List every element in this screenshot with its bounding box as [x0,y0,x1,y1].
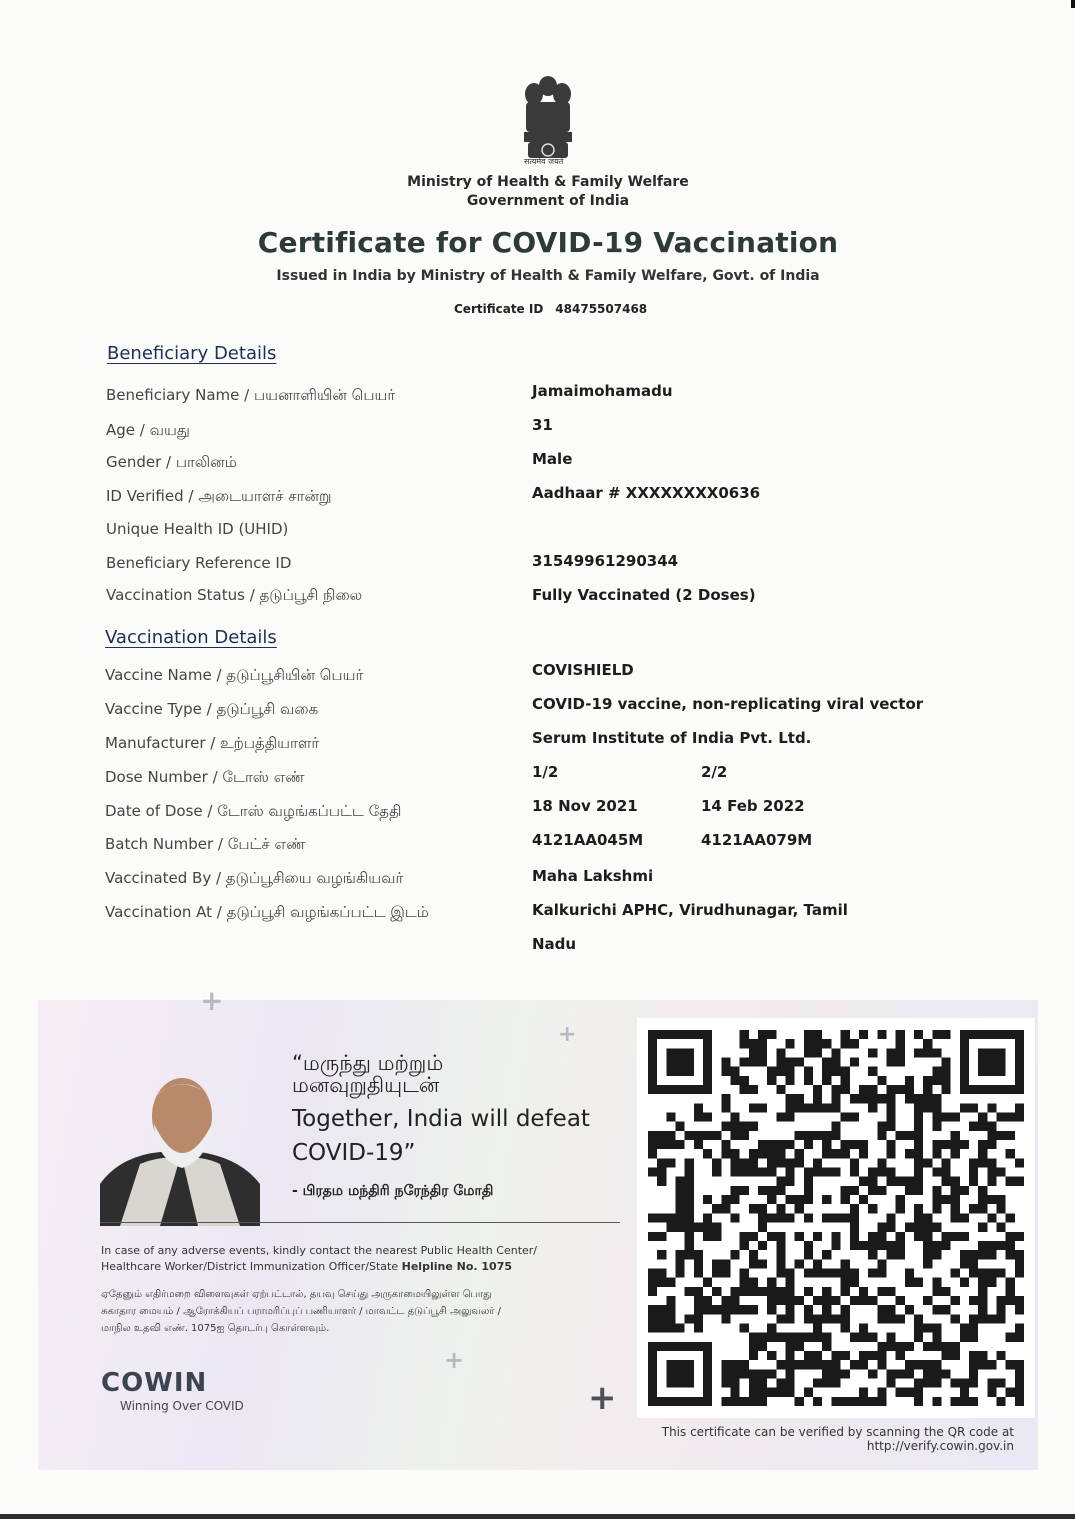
quote-english [292,1102,590,1170]
gender-label: Gender / பாலினம் [106,453,237,471]
plus-decoration-icon: + [558,1022,577,1047]
scan-bottom-edge [0,1514,1075,1519]
quote-english-line1: Together, India will defeat [292,1106,590,1132]
plus-decoration-icon: + [444,1346,465,1374]
dose-1-batch: 4121AA045M [532,831,644,849]
beneficiary-name-label: Beneficiary Name / பயனாளியின் பெயர் [106,386,396,404]
reference-id-label: Beneficiary Reference ID [106,554,292,572]
government-name: Government of India [466,193,630,209]
quote-tamil [292,1052,443,1096]
reference-id-value: 31549961290344 [532,552,679,570]
dose-2-batch: 4121AA079M [701,831,813,849]
vaccination-details-heading: Vaccination Details [105,627,277,648]
adverse-event-notice [101,1243,631,1275]
verification-qr-code [648,1030,1024,1406]
dose-date-label: Date of Dose / டோஸ் வழங்கப்பட்ட தேதி [105,802,402,820]
vaccinated-at-label: Vaccination At / தடுப்பூசி வழங்கப்பட்ட இடம் [105,903,429,921]
beneficiary-name-value: Jamaimohamadu [532,382,673,400]
gender-value: Male [532,450,573,468]
helpline-number: Helpline No. 1075 [401,1260,513,1273]
scan-edge-mark [1071,0,1075,8]
vaccine-name-label: Vaccine Name / தடுப்பூசியின் பெயர் [105,666,364,684]
adverse-event-notice-line1: In case of any adverse events, kindly contact the nearest Public Health Center/ [101,1244,538,1257]
dose-2-number: 2/2 [701,763,728,781]
adverse-event-notice-tamil: ஏதேனும் எதிர்மறை விளைவுகள் ஏற்பட்டால், தயவு செய்து அருகாமையிலுள்ள பொது சுகாதார மையம் / ஆரோக்கியப் பராமரிப்புப் பணியாளர் / மாவட்ட தடுப்பூசி அலுவலர் / மாநில உதவி எண். 1075ஐ தொடர்பு கொள்ளவும். [101,1289,502,1334]
vaccine-type-label: Vaccine Type / தடுப்பூசி வகை [105,700,319,718]
vaccination-status-value: Fully Vaccinated (2 Doses) [532,586,756,604]
cowin-tagline: Winning Over COVID [120,1399,244,1413]
batch-number-label: Batch Number / பேட்ச் எண் [105,835,306,853]
quote-tamil-line1: “மருந்து மற்றும் [292,1051,444,1075]
certificate-id-value: 48475507468 [555,302,648,316]
emblem-caption: सत्यमेव जयते [524,157,564,166]
dose-1-number: 1/2 [532,763,559,781]
adverse-event-notice-line2: Healthcare Worker/District Immunization Officer/State Helpline No. 1075 [101,1260,513,1273]
ministry-name: Ministry of Health & Family Welfare [407,174,689,190]
vaccine-name-value: COVISHIELD [532,661,634,679]
vaccinated-by-label: Vaccinated By / தடுப்பூசியை வழங்கியவர் [105,869,404,887]
certificate-id-label: Certificate ID [454,302,544,316]
manufacturer-value: Serum Institute of India Pvt. Ltd. [532,729,812,747]
prime-minister-portrait [100,1064,260,1226]
vaccinated-by-value: Maha Lakshmi [532,867,654,885]
id-verified-label: ID Verified / அடையாளச் சான்று [106,487,332,505]
vaccination-status-label: Vaccination Status / தடுப்பூசி நிலை [106,586,363,604]
plus-decoration-icon: + [200,984,224,1017]
verification-note [638,1425,1014,1453]
dose-number-label: Dose Number / டோஸ் எண் [105,768,305,786]
cowin-logo: COWIN [101,1368,208,1398]
age-value: 31 [532,416,553,434]
certificate-id [454,302,647,316]
divider [100,1222,620,1223]
beneficiary-details-heading: Beneficiary Details [107,343,277,364]
id-verified-value: Aadhaar # XXXXXXXX0636 [532,484,761,502]
verification-url: http://verify.cowin.gov.in [866,1439,1014,1453]
quote-english-line2: COVID-19” [292,1140,416,1166]
manufacturer-label: Manufacturer / உற்பத்தியாளர் [105,734,320,752]
verification-note-line1: This certificate can be verified by scanning the QR code at [661,1425,1014,1439]
dose-2-date: 14 Feb 2022 [701,797,805,815]
vaccinated-at-line2: Nadu [532,935,577,953]
quote-attribution: - பிரதம மந்திரி நரேந்திர மோதி [292,1183,494,1199]
dose-1-date: 18 Nov 2021 [532,797,638,815]
uhid-label: Unique Health ID (UHID) [106,520,289,538]
issued-by-line: Issued in India by Ministry of Health & Family Welfare, Govt. of India [276,268,820,284]
vaccine-type-value: COVID-19 vaccine, non-replicating viral vector [532,695,924,713]
age-label: Age / வயது [106,421,190,439]
certificate-title: Certificate for COVID-19 Vaccination [257,226,839,259]
vaccinated-at-line1: Kalkurichi APHC, Virudhunagar, Tamil [532,901,848,919]
quote-tamil-line2: மனவுறுதியுடன் [292,1073,440,1097]
plus-decoration-icon: + [588,1378,617,1418]
